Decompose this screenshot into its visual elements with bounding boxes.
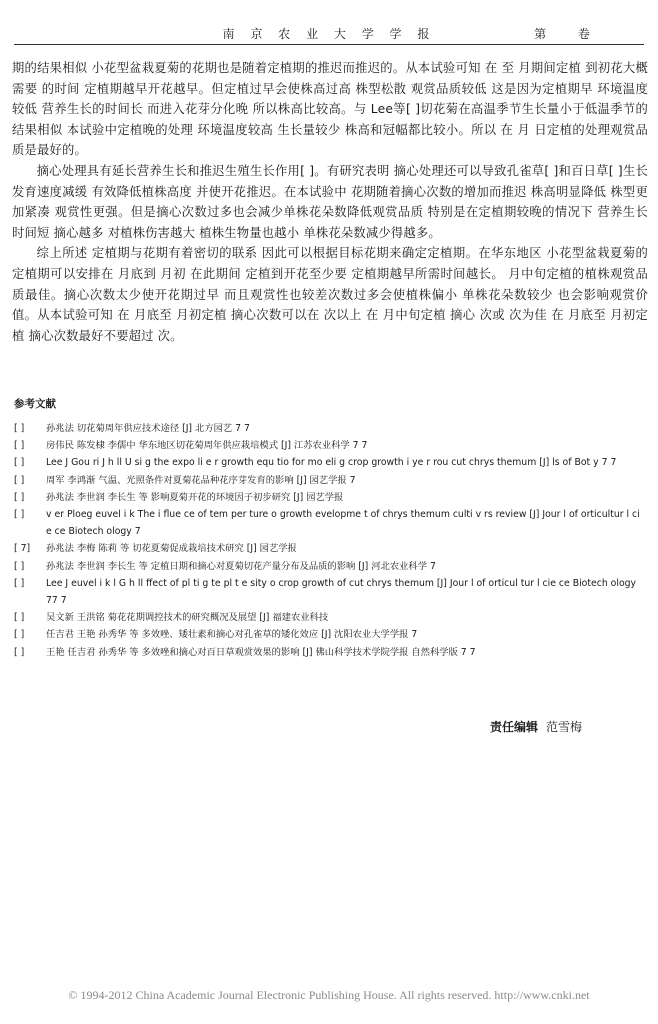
reference-item [14, 454, 644, 471]
reference-item [14, 609, 644, 626]
body-text [12, 58, 648, 346]
reference-number: [ ] [14, 440, 25, 452]
reference-number: [ ] [14, 646, 25, 658]
reference-item [14, 644, 644, 661]
reference-number: [ ] [14, 612, 25, 624]
reference-number: [ ] [14, 457, 25, 469]
reference-number: [ ] [14, 491, 25, 503]
reference-text: 孙兆法 李世润 李长生 等 影响夏菊开花的环境因子初步研究 [J] 园艺学报 [46, 491, 344, 503]
reference-item [14, 540, 644, 557]
editor-name: 范雪梅 [546, 720, 583, 734]
paragraph-1: 期的结果相似 小花型盆栽夏菊的花期也是随着定植期的推迟而推迟的。从本试验可知 在 至 月期间定植 到初花大概需要 的时间 定植期越早开花越早。但定植过早会使株高过高 株型松散 观赏品质较低 这是因为定植期早 环境温度较低 营养生长的时间长 而进入花芽分化晚 所以株高比较高。与 Lee等[ ]切花菊在高温季节生长量小于低温季节的结果相似 本试验中定植晚的处理 环境温度较高 生长量较少 株高和冠幅都比较小。所以 在 月 日定植的处理观赏品质是最好的。 [12, 61, 648, 158]
reference-number: [ ] [14, 423, 25, 434]
reference-number: [ 7] [14, 543, 31, 555]
reference-item [14, 558, 644, 575]
reference-text: 孙兆法 李梅 陈莉 等 切花夏菊促成栽培技术研究 [J] 园艺学报 [46, 543, 297, 555]
references-heading: 参考文献 [14, 398, 56, 410]
reference-number: [ ] [14, 560, 25, 572]
reference-text: Lee J euvel i k l G h ll ffect of pl ti g te pl t e sity o crop growth of cut chrys themum [J] Jour l of orticul tur l cie ce Biotech ology 77 7 [46, 577, 637, 607]
reference-text: 孙兆法 李世润 李长生 等 定植日期和摘心对夏菊切花产量分布及品质的影响 [J] 河北农业科学 7 [46, 560, 436, 572]
reference-item [14, 420, 644, 437]
editor-label: 责任编辑 [490, 720, 539, 734]
references-list [14, 420, 644, 661]
reference-text: Lee J Gou ri J h ll U si g the expo li e r growth equ tio for mo eli g crop growth i ye r rou cut chrys themum [J] ls of Bot y 7 7 [46, 457, 617, 469]
reference-item [14, 575, 644, 609]
reference-text: 任吉君 王艳 孙秀华 等 多效唑、矮壮素和摘心对孔雀草的矮化效应 [J] 沈阳农业大学学报 7 [46, 629, 418, 641]
reference-text: v er Ploeg euvel i k The i flue ce of tem per ture o growth evelopme t of chrys themum culti v rs review [J] Jour l of orticultur l cie ce Biotech ology 7 [46, 509, 640, 538]
journal-title: 南 京 农 业 大 学 学 报 [222, 27, 436, 41]
responsible-editor [490, 718, 582, 735]
copyright-footer: © 1994-2012 China Academic Journal Electronic Publishing House. All rights reserved. http://www.cnki.net [68, 988, 590, 1002]
reference-item [14, 472, 644, 489]
paragraph-2: 摘心处理具有延长营养生长和推迟生殖生长作用[ ]。有研究表明 摘心处理还可以导致孔雀草[ ]和百日草[ ]生长发育速度减缓 有效降低植株高度 并使开花推迟。在本试验中 花期随着摘心次数的增加而推迟 株高明显降低 株型更加紧凑 观赏性更强。但是摘心次数过多也会减少单株花朵数降低观赏品质 特别是在定植期较晚的情况下 营养生长时间短 摘心越多 对植株伤害越大 植株生物量也越小 单株花朵数减少得越多。 [12, 163, 648, 240]
reference-item [14, 626, 644, 643]
reference-text: 王艳 任吉君 孙秀华 等 多效唑和摘心对百日草观赏效果的影响 [J] 佛山科学技术学院学报 自然科学版 7 7 [46, 646, 476, 658]
reference-number: [ ] [14, 629, 25, 641]
reference-number: [ ] [14, 509, 25, 521]
issue-label: 第 卷 [534, 27, 604, 41]
reference-item [14, 437, 644, 454]
page-header [14, 22, 644, 45]
reference-text: 孙兆法 切花菊周年供应技术途径 [J] 北方园艺 7 7 [46, 423, 250, 434]
reference-item [14, 489, 644, 506]
reference-text: 周军 李鸿渐 气温、光照条件对夏菊花品种花序芽发育的影响 [J] 园艺学报 7 [46, 474, 356, 486]
reference-text: 房伟民 陈发棣 李儒中 华东地区切花菊周年供应栽培模式 [J] 江苏农业科学 7 7 [46, 440, 368, 452]
reference-number: [ ] [14, 474, 25, 486]
paragraph-3: 综上所述 定植期与花期有着密切的联系 因此可以根据目标花期来确定定植期。在华东地区 小花型盆栽夏菊的定植期可以安排在 月底到 月初 在此期间 定植到开花至少要 定植期越早所需时间越长。 月中旬定植的植株观赏品质最佳。摘心次数太少使开花期过早 而且观赏性也较差次数过多会使植株偏小 单株花朵数较少 也会影响观赏价值。从本试验可知 在 月底至 月初定植 摘心次数可以在 次以上 在 月中旬定植 摘心 次或 次为佳 在 月底至 月初定植 摘心次数最好不要超过 次。 [12, 246, 648, 343]
reference-text: 吴文新 王洪铭 菊花花期调控技术的研究概况及展望 [J] 福建农业科技 [46, 612, 329, 624]
reference-item [14, 506, 644, 540]
reference-number: [ ] [14, 577, 25, 589]
